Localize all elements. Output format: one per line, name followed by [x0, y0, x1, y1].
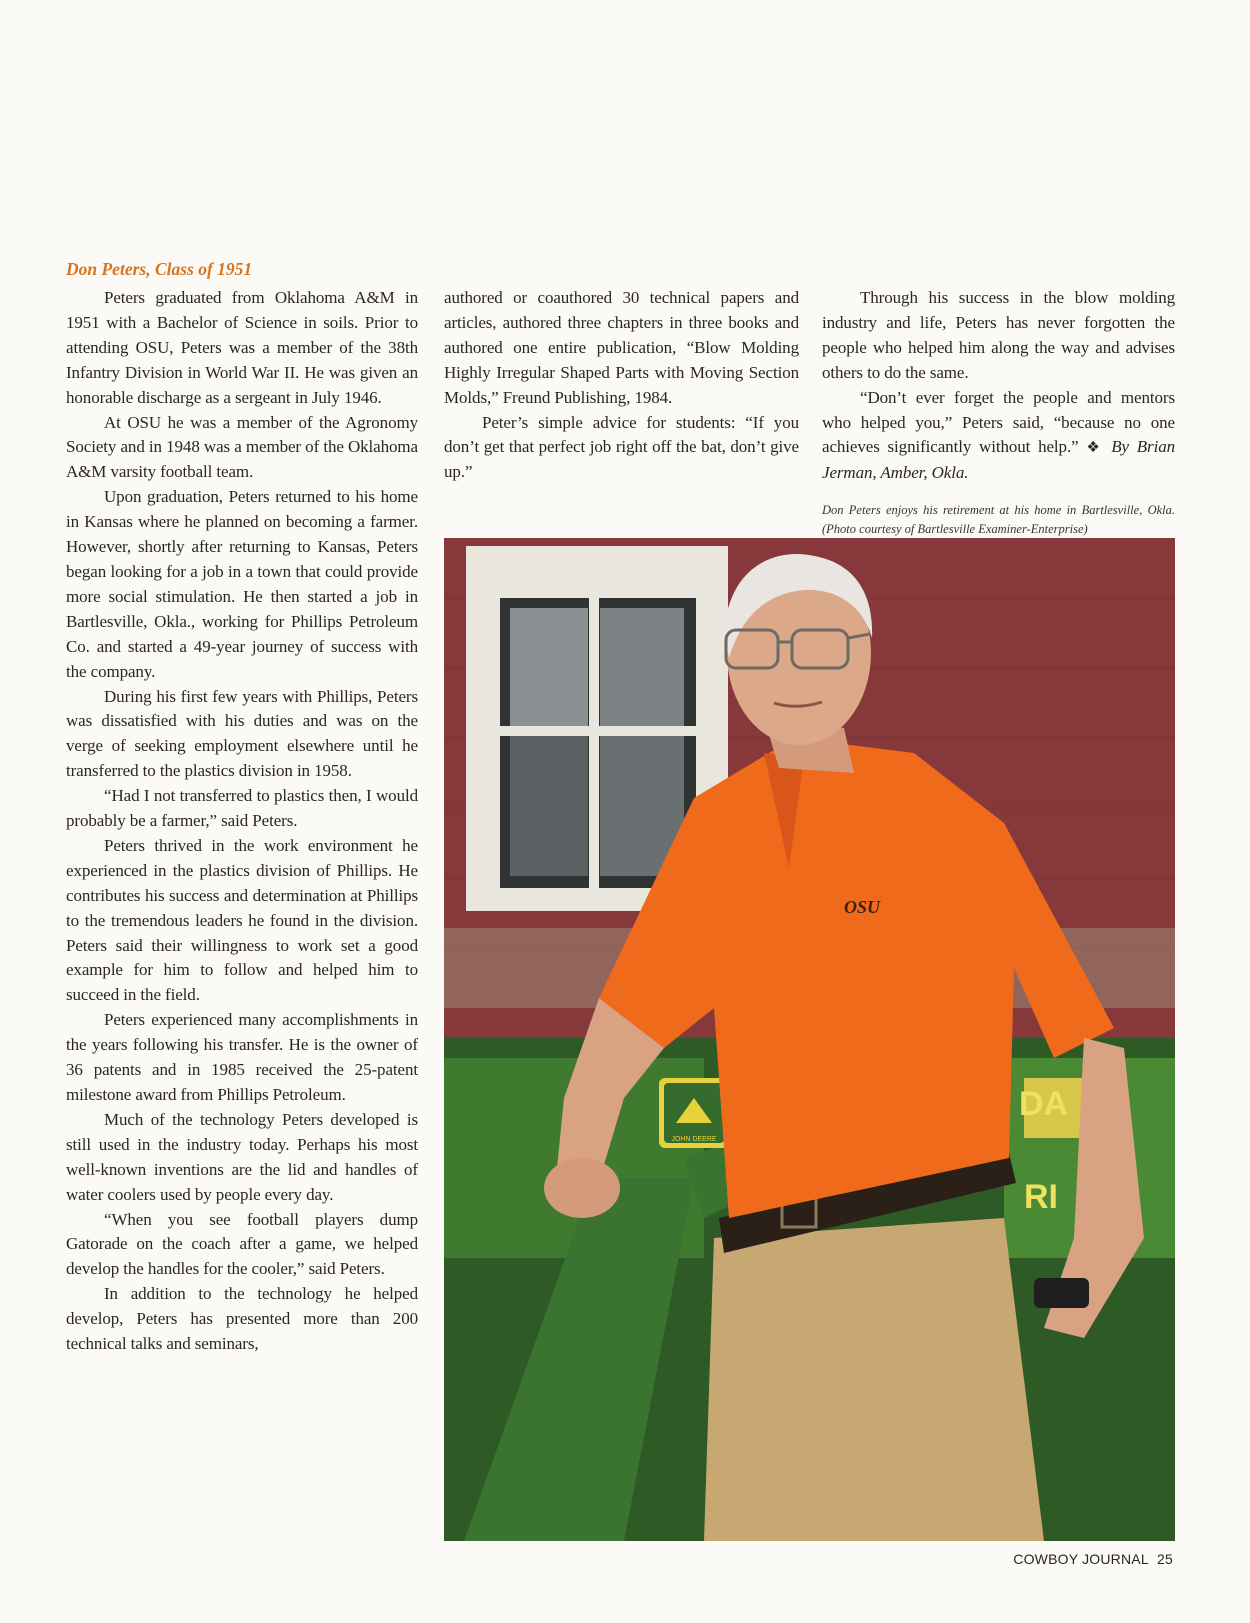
byline: By Brian Jerman, Amber, Okla.: [822, 437, 1176, 483]
tractor-badge: JOHN DEERE: [671, 1136, 717, 1143]
paragraph: “When you see football players dump Gatorade on the coach after a game, we helped develop the handles for the cooler,” said Peters.: [66, 1209, 418, 1279]
photo-caption: Don Peters enjoys his retirement at his home in Bartlesville, Okla. (Photo courtesy of Bartlesville Examiner-Enterprise): [822, 503, 1175, 536]
paragraph: authored or coauthored 30 technical papers and articles, authored three chapters in three books and authored one entire publication, “Blow Molding Highly Irregular Shaped Parts with Moving Section Molds,” Freund Publishing, 1984.: [444, 288, 799, 407]
tractor-lettering: RI: [1024, 1178, 1058, 1216]
quote-text: “Don’t ever forget the people and mentors who helped you,” Peters said, “because no one achieves significantly without help.”: [822, 387, 1175, 457]
paragraph: Peters thrived in the work environment he experienced in the plastics division of Phillips. He contributes his success and determination at Phillips to the tremendous leaders he found in the division. Peters said their willingness to work set a good example for him to follow and helped him to succeed in the field.: [66, 835, 418, 1005]
paragraph: At OSU he was a member of the Agronomy Society and in 1948 was a member of the Oklahoma A&M varsity football team.: [66, 412, 418, 482]
paragraph: Upon graduation, Peters returned to his home in Kansas where he planned on becoming a farmer. However, shortly after returning to Kansas, Peters began looking for a job in a town that could provide more social stimulation. He then started a job in Bartlesville, Okla., working for Phillips Petroleum Co. and started a 49-year journey of success with the company.: [66, 487, 418, 681]
body-column-3: [822, 286, 1175, 486]
watch: [1034, 1278, 1089, 1308]
article-headline: Don Peters, Class of 1951: [66, 259, 253, 279]
article-photo: [444, 538, 1175, 1541]
photo-illustration: [444, 538, 1175, 1541]
publication-name: COWBOY JOURNAL: [1013, 1551, 1149, 1567]
page-footer: [1013, 1551, 1173, 1567]
page-number: 25: [1157, 1551, 1173, 1567]
closing-paragraph: [822, 386, 1175, 487]
paragraph: Peter’s simple advice for students: “If you don’t get that perfect job right off the bat, don’t give up.”: [444, 412, 799, 482]
paragraph: Through his success in the blow molding industry and life, Peters has never forgotten the people who helped him along the way and advises others to do the same.: [822, 288, 1175, 382]
paragraph: “Had I not transferred to plastics then, I would probably be a farmer,” said Peters.: [66, 786, 418, 831]
paragraph: Much of the technology Peters developed is still used in the industry today. Perhaps his most well-known inventions are the lid and handles of water coolers used by people every day.: [66, 1109, 418, 1204]
paragraph: In addition to the technology he helped develop, Peters has presented more than 200 technical talks and seminars,: [66, 1284, 418, 1354]
paragraph: Peters experienced many accomplishments in the years following his transfer. He is the owner of 36 patents and in 1985 received the 25-patent milestone award from Phillips Petroleum.: [66, 1010, 418, 1104]
body-column-1: [66, 286, 418, 1357]
paragraph: Peters graduated from Oklahoma A&M in 1951 with a Bachelor of Science in soils. Prior to attending OSU, Peters was a member of the 38th Infantry Division in World War II. He was given an honorable discharge as a sergeant in July 1946.: [66, 288, 418, 407]
tractor-lettering: DA: [1019, 1085, 1069, 1123]
body-column-2: [444, 286, 799, 485]
osu-logo: OSU: [844, 897, 881, 917]
paragraph: During his first few years with Phillips, Peters was dissatisfied with his duties and was on the verge of seeking employment elsewhere until he transferred to the plastics division in 1958.: [66, 686, 418, 781]
khaki-trousers: [704, 1218, 1044, 1541]
end-mark-icon: ❖: [1086, 440, 1104, 457]
